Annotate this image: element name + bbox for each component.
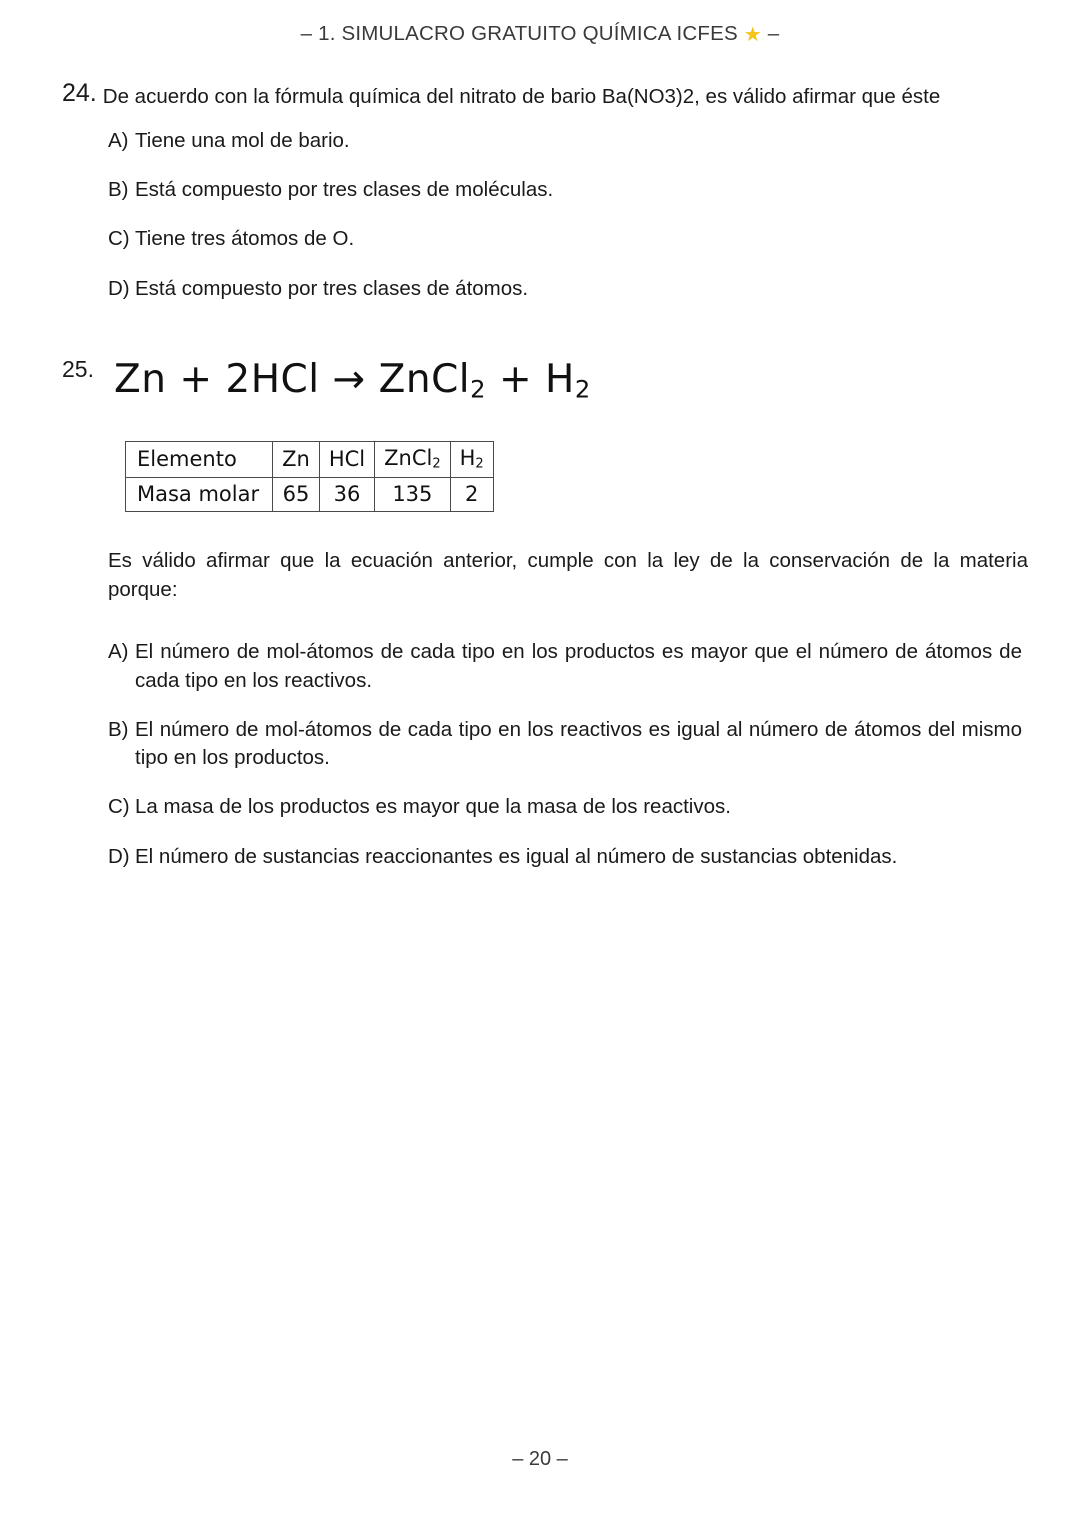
option-b-text: Está compuesto por tres clases de moléculas. [135,177,554,201]
option-c-text: Tiene tres átomos de O. [135,227,355,251]
equation-reactant-1: Zn [113,357,167,402]
question-25-row [62,355,1022,403]
value-zncl2: 135 [375,477,450,511]
col-header-zn [273,442,320,478]
equation-arrow-icon: → [332,357,366,402]
option-b-letter: B) [108,177,129,201]
equation-product-2-sub: 2 [574,375,591,404]
option-c-letter: C) [108,795,130,819]
col-header-zncl2-main: ZnCl [384,446,433,471]
option-a[interactable] [108,127,1022,155]
option-d-letter: D) [108,844,130,868]
question-25-stem: Es válido afirmar que la ecuación anterior, cumple con la ley de la conservación de la materia porque: [108,549,1028,602]
value-h2: 2 [450,477,493,511]
question-24-prompt: De acuerdo con la fórmula química del nitrato de bario Ba(NO3)2, es válido afirmar que éste [102,85,941,108]
option-a[interactable] [108,638,1022,695]
value-hcl: 36 [319,477,374,511]
value-zn: 65 [273,477,320,511]
page-header [0,22,1080,47]
chemical-equation [100,355,591,403]
option-d[interactable] [108,843,1022,871]
molar-mass-table [125,441,494,512]
molar-mass-table-wrapper [62,441,1022,512]
col-header-zn-main: Zn [282,446,310,471]
equation-product-2-main: H [545,357,575,402]
col-header-zncl2 [375,442,450,478]
equation-product-1 [379,357,486,402]
header-title-after: – [767,22,780,45]
option-d-text: El número de sustancias reaccionantes es igual al número de sustancias obtenidas. [135,844,898,868]
col-header-zncl2-sub: 2 [432,456,441,472]
question-25-options [62,638,1022,871]
star-icon: ★ [743,24,762,46]
equation-product-1-main: ZnCl [378,357,471,402]
col-header-hcl [319,442,374,478]
equation-product-2 [545,357,591,402]
col-header-hcl-main: HCl [328,446,366,471]
option-d[interactable] [108,275,1022,303]
equation-reactant-2: 2HCl [225,357,320,402]
option-a-letter: A) [108,640,129,664]
question-24-number: 24. [62,79,97,107]
question-25-number: 25. [62,356,94,382]
question-24 [62,78,1022,324]
page-footer: – 20 – [512,1448,568,1470]
equation-product-1-sub: 2 [470,375,487,404]
option-b-text: El número de mol-átomos de cada tipo en los reactivos es igual al número de átomos del mismo tipo en los productos. [135,717,1022,770]
row-label-elemento: Elemento [126,442,273,478]
option-d-letter: D) [108,276,130,300]
option-b[interactable] [108,176,1022,204]
header-title-before: – 1. SIMULACRO GRATUITO QUÍMICA ICFES [300,22,738,45]
table-row-values [126,477,494,511]
option-c-text: La masa de los productos es mayor que la masa de los reactivos. [135,795,731,819]
option-a-letter: A) [108,128,129,152]
option-c[interactable] [108,225,1022,253]
question-24-row [62,78,1022,111]
question-24-options [62,127,1022,303]
option-a-text: Tiene una mol de bario. [135,128,350,152]
table-row-header [126,442,494,478]
option-d-text: Está compuesto por tres clases de átomos. [135,276,529,300]
equation-plus-1: + [179,357,213,402]
option-b-letter: B) [108,717,129,741]
equation-plus-2: + [498,357,533,402]
col-header-h2 [450,442,493,478]
option-c[interactable] [108,793,1022,821]
col-header-h2-sub: 2 [475,456,484,472]
row-label-masa-molar: Masa molar [126,477,273,511]
option-a-text: El número de mol-átomos de cada tipo en los productos es mayor que el número de átomos de cada tipo en los reactivos. [135,640,1022,692]
option-b[interactable] [108,716,1022,773]
option-c-letter: C) [108,227,130,251]
col-header-h2-main: H [459,446,476,471]
question-25 [62,355,1028,892]
